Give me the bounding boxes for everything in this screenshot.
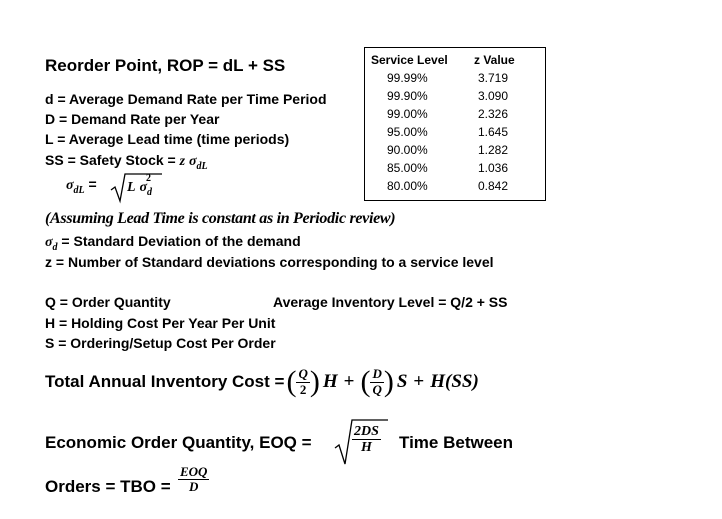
def-H: H = Holding Cost Per Year Per Unit: [45, 315, 276, 331]
table-cell-z: 3.719: [478, 71, 509, 85]
sigma-dl-radicand: [127, 173, 157, 198]
sigma-d-text: = Standard Deviation of the demand: [57, 233, 301, 249]
table-cell-z: 2.326: [478, 107, 509, 121]
table-cell-z: 0.842: [478, 179, 509, 193]
ss-z: z: [179, 154, 186, 169]
def-S: S = Ordering/Setup Cost Per Order: [45, 335, 276, 351]
radicand-sup: 2: [146, 173, 151, 185]
def-d: d = Average Demand Rate per Time Period: [45, 91, 327, 107]
table-cell-z: 1.036: [478, 161, 509, 175]
def-D: D = Demand Rate per Year: [45, 111, 220, 127]
table-cell-z: 3.090: [478, 89, 509, 103]
table-header-z-value: z Value: [474, 53, 515, 67]
tbo-fraction: [178, 465, 209, 495]
ss-sigma: σ: [188, 154, 197, 169]
tac-S: S: [396, 371, 408, 392]
tac-fraction-dq: [370, 367, 383, 397]
tac-H: H: [322, 371, 338, 392]
table-header-service-level: Service Level: [371, 53, 448, 67]
eoq-label: Economic Order Quantity, EOQ =: [45, 433, 312, 452]
sigma-d-sub: d: [52, 241, 58, 253]
def-sigma-d: [45, 233, 301, 251]
tac-two: 2: [299, 381, 307, 397]
tac-D: D: [372, 366, 382, 382]
paren-open: (: [286, 365, 297, 398]
tac-q: Q: [298, 366, 308, 382]
service-level-table: [364, 47, 546, 201]
def-z: z = Number of Standard deviations corresponding to a service level: [45, 254, 494, 270]
paren-close: ): [383, 365, 394, 398]
table-cell-z: 1.282: [478, 143, 509, 157]
tac-fraction-q2: [296, 367, 309, 397]
avg-inventory-level: Average Inventory Level = Q/2 + SS: [273, 294, 508, 310]
total-annual-cost-formula: [45, 362, 479, 402]
tac-plus: +: [343, 371, 355, 392]
tbo-label-line2: Orders = TBO =: [45, 477, 171, 496]
def-Q: Q = Order Quantity: [45, 294, 171, 310]
sigma-d-symbol: σ: [45, 235, 53, 250]
def-ss: [45, 152, 208, 170]
tbo-den: D: [189, 479, 199, 495]
def-L: L = Average Lead time (time periods): [45, 131, 290, 147]
tac-label: Total Annual Inventory Cost =: [45, 372, 285, 391]
assumption-note: (Assuming Lead Time is constant as in Periodic review): [45, 210, 396, 227]
table-cell-z: 1.645: [478, 125, 509, 139]
tac-Q: Q: [372, 381, 382, 397]
eoq-den: H: [361, 440, 372, 456]
table-cell-level: 99.99%: [387, 71, 428, 85]
radicand-L: L: [127, 180, 136, 195]
tac-H-ss: H(SS): [430, 371, 479, 392]
paren-close: ): [309, 365, 320, 398]
table-cell-level: 85.00%: [387, 161, 428, 175]
tbo-num: EOQ: [180, 464, 208, 479]
sigma-dl-sub: dL: [73, 184, 85, 196]
table-cell-level: 99.90%: [387, 89, 428, 103]
table-cell-level: 99.00%: [387, 107, 428, 121]
sigma-dl-symbol: σ: [66, 178, 74, 193]
table-cell-level: 80.00%: [387, 179, 428, 193]
ss-sigma-sub: dL: [196, 160, 208, 172]
radicand-sigma: σ: [139, 180, 147, 195]
table-cell-level: 90.00%: [387, 143, 428, 157]
table-cell-level: 95.00%: [387, 125, 428, 139]
sigma-dl-eq: =: [88, 176, 97, 192]
tac-plus: +: [413, 371, 425, 392]
eoq-fraction: [352, 424, 381, 456]
sigma-dl-formula: [66, 176, 97, 194]
paren-open: (: [360, 365, 371, 398]
tbo-label-line1: Time Between: [399, 433, 514, 452]
rop-title: Reorder Point, ROP = dL + SS: [45, 56, 286, 75]
radicand-sub: d: [147, 186, 152, 198]
ss-label: SS = Safety Stock =: [45, 152, 180, 168]
eoq-num: 2DS: [354, 424, 379, 439]
